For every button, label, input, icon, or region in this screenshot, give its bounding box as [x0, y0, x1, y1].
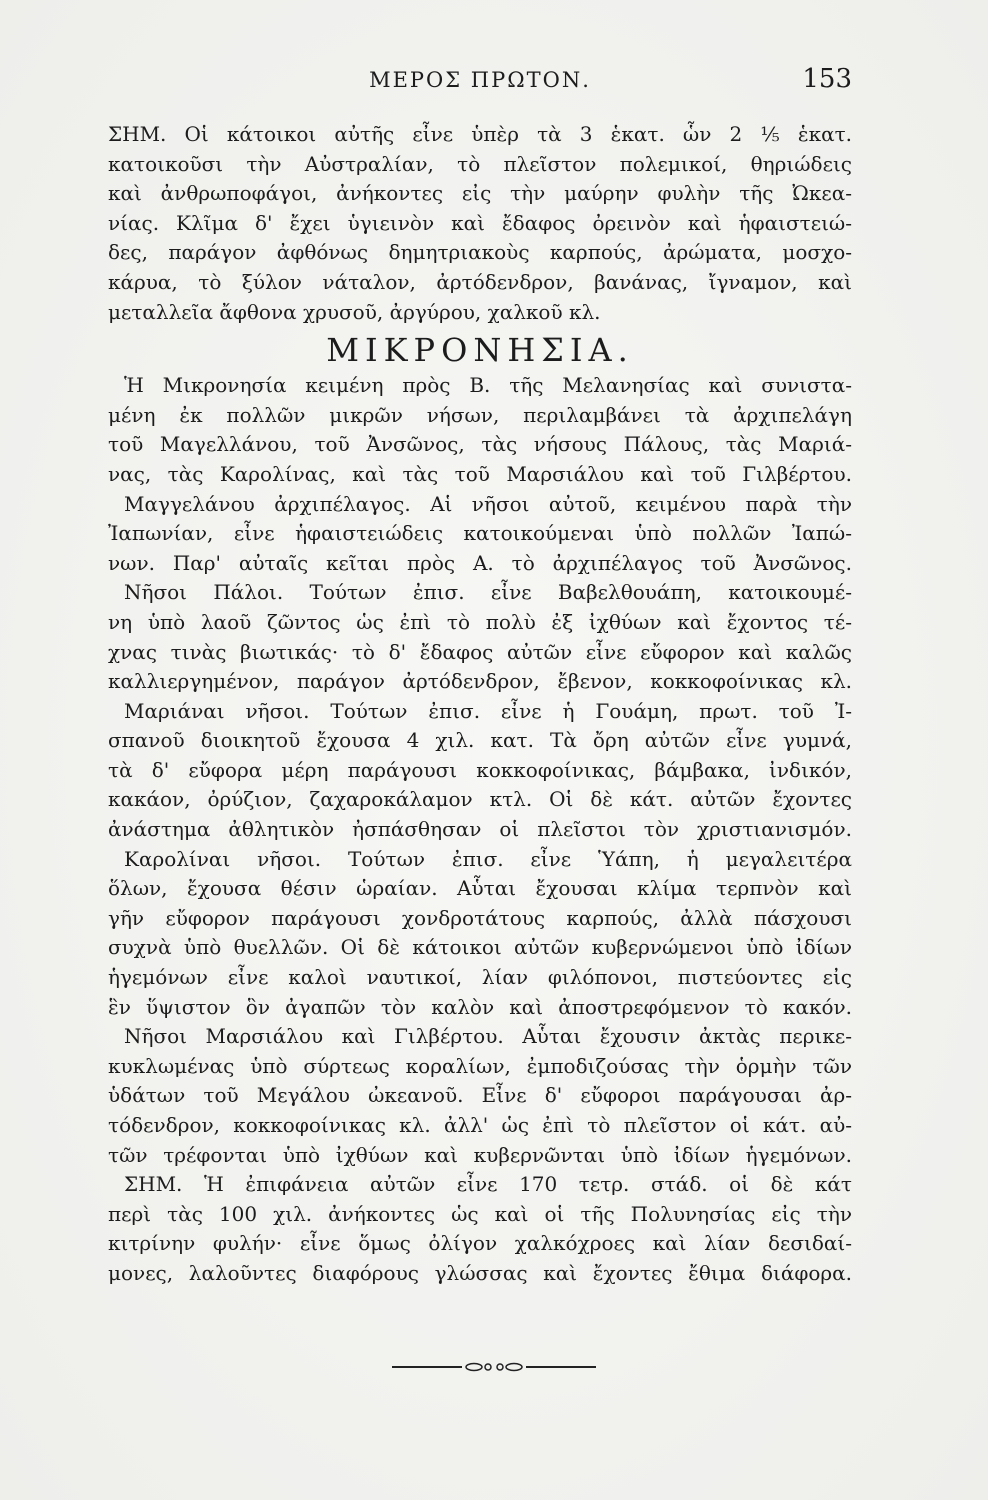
text-line: τόδενδρον, κοκκοφοίνικας κλ. ἀλλ' ὡς ἐπὶ τὸ πλεῖστον οἱ κάτ. αὐ-	[108, 1113, 852, 1137]
text-line: τὰ δ' εὔφορα μέρη παράγουσι κοκκοφοίνικας, βάμβακα, ἰνδικόν,	[108, 757, 852, 782]
text-line: καὶ ἀνθρωποφάγοι, ἀνήκοντες εἰς τὴν μαύρην φυλὴν τῆς Ὠκεα-	[108, 181, 852, 206]
text-line: νίας. Κλῖμα δ' ἔχει ὑγιεινὸν καὶ ἔδαφος ὀρεινὸν καὶ ἡφαιστειώ-	[108, 210, 852, 235]
text-line: ἓν ὕψιστον ὃν ἀγαπῶν τὸν καλὸν καὶ ἀποστρεφόμενον τὸ κακόν.	[108, 994, 852, 1019]
text-line: σπανοῦ διοικητοῦ ἔχουσα 4 χιλ. κατ. Τὰ ὄρη αὐτῶν εἶνε γυμνά,	[108, 728, 852, 753]
text-line: Ἡ Μικρονησία κειμένη πρὸς Β. τῆς Μελανησίας καὶ συνιστα-	[124, 373, 852, 398]
text-line: κατοικοῦσι τὴν Αὐστραλίαν, τὸ πλεῖστον πολεμικοί, θηριώδεις	[108, 151, 852, 176]
text-line: χνας τινὰς βιωτικάς· τὸ δ' ἔδαφος αὐτῶν εἶνε εὔφορον καὶ καλῶς	[108, 639, 852, 664]
text-line: κακάον, ὀρύζιον, ζαχαροκάλαμον κτλ. Οἱ δὲ κάτ. αὐτῶν ἔχοντες	[108, 787, 852, 812]
text-line: νων. Παρ' αὐταῖς κεῖται πρὸς Α. τὸ ἀρχιπέλαγος τοῦ Ἀνσῶνος.	[108, 550, 852, 575]
text-line: μένη ἐκ πολλῶν μικρῶν νήσων, περιλαμβάνει τὰ ἀρχιπελάγη	[108, 402, 852, 427]
section-heading: ΜΙΚΡΟΝΗΣΙΑ.	[326, 331, 634, 370]
text-line: συχνὰ ὑπὸ θυελλῶν. Οἱ δὲ κάτοικοι αὐτῶν κυβερνώμενοι ὑπὸ ἰδίων	[108, 935, 852, 960]
text-line: τοῦ Μαγελλάνου, τοῦ Ἀνσῶνος, τὰς νήσους Πάλους, τὰς Μαριά-	[108, 432, 852, 457]
text-line: τῶν τρέφονται ὑπὸ ἰχθύων καὶ κυβερνῶνται ὑπὸ ἰδίων ἡγεμόνων.	[108, 1142, 852, 1167]
text-line: ἡγεμόνων εἶνε καλοὶ ναυτικοί, λίαν φιλόπονοι, πιστεύοντες εἰς	[108, 965, 852, 990]
text-line: κιτρίνην φυλήν· εἶνε ὅμως ὀλίγον χαλκόχροες καὶ λίαν δεσιδαί-	[108, 1231, 852, 1256]
text-line: κάρυα, τὸ ξύλον νάταλον, ἀρτόδενδρον, βανάνας, ἴγναμον, καὶ	[108, 269, 852, 294]
text-line: Καρολίναι νῆσοι. Τούτων ἐπισ. εἶνε Ὑάπη, ἡ μεγαλειτέρα	[124, 846, 852, 871]
text-line: Νῆσοι Πάλοι. Τούτων ἐπισ. εἶνε Βαβελθουάπη, κατοικουμέ-	[124, 580, 852, 605]
text-line: ΣΗΜ. Ἡ ἐπιφάνεια αὐτῶν εἶνε 170 τετρ. στάδ. οἱ δὲ κάτ	[124, 1172, 852, 1197]
text-line: μεταλλεῖα ἄφθονα χρυσοῦ, ἀργύρου, χαλκοῦ κλ.	[108, 299, 601, 324]
text-line: Μαριάναι νῆσοι. Τούτων ἐπισ. εἶνε ἡ Γουάμη, πρωτ. τοῦ Ἰ-	[124, 698, 852, 723]
text-line: ΣΗΜ. Οἱ κάτοικοι αὐτῆς εἶνε ὑπὲρ τὰ 3 ἑκατ. ὧν 2 ⅕ ἑκατ.	[108, 122, 852, 146]
text-line: καλλιεργημένον, παράγον ἀρτόδενδρον, ἔβενον, κοκκοφοίνικας κλ.	[108, 669, 852, 694]
text-line: μονες, λαλοῦντες διαφόρους γλώσσας καὶ ἔχοντες ἔθιμα διάφορα.	[108, 1260, 852, 1285]
text-line: Ἰαπωνίαν, εἶνε ἡφαιστειώδεις κατοικούμεναι ὑπὸ πολλῶν Ἰαπώ-	[108, 521, 852, 546]
text-line: ὅλων, ἔχουσα θέσιν ὡραίαν. Αὗται ἔχουσαι κλίμα τερπνὸν καὶ	[108, 876, 852, 901]
text-line: ὑδάτων τοῦ Μεγάλου ὠκεανοῦ. Εἶνε δ' εὔφοροι παράγουσαι ἀρ-	[108, 1083, 852, 1108]
text-line: Νῆσοι Μαρσιάλου καὶ Γιλβέρτου. Αὗται ἔχουσιν ἀκτὰς περικε-	[124, 1024, 852, 1049]
page-header	[108, 62, 852, 102]
text-line: νας, τὰς Καρολίνας, καὶ τὰς τοῦ Μαρσιάλου καὶ τοῦ Γιλβέρτου.	[108, 461, 852, 486]
page-body	[108, 120, 852, 1289]
page-number: 153	[802, 64, 852, 94]
text-line: δες, παράγον ἀφθόνως δημητριακοὺς καρπούς, ἀρώματα, μοσχο-	[108, 240, 852, 265]
text-line: κυκλωμένας ὑπὸ σύρτεως κοραλίων, ἐμποδιζούσας τὴν ὁρμὴν τῶν	[108, 1053, 852, 1078]
text-line: γῆν εὔφορον παράγουσι χονδροτάτους καρπούς, ἀλλὰ πάσχουσι	[108, 905, 852, 930]
text-line: νη ὑπὸ λαοῦ ζῶντος ὡς ἐπὶ τὸ πολὺ ἐξ ἰχθύων καὶ ἔχοντος τέ-	[108, 609, 852, 634]
running-head: ΜΕΡΟΣ ΠΡΩΤΟΝ.	[369, 68, 591, 92]
ornament-rule	[392, 1360, 596, 1374]
text-line: περὶ τὰς 100 χιλ. ἀνήκοντες ὡς καὶ οἱ τῆς Πολυνησίας εἰς τὴν	[108, 1201, 852, 1226]
text-line: Μαγγελάνου ἀρχιπέλαγος. Αἱ νῆσοι αὐτοῦ, κειμένου παρὰ τὴν	[124, 491, 852, 516]
text-line: ἀνάστημα ἀθλητικὸν ἠσπάσθησαν οἱ πλεῖστοι τὸν χριστιανισμόν.	[108, 817, 852, 842]
